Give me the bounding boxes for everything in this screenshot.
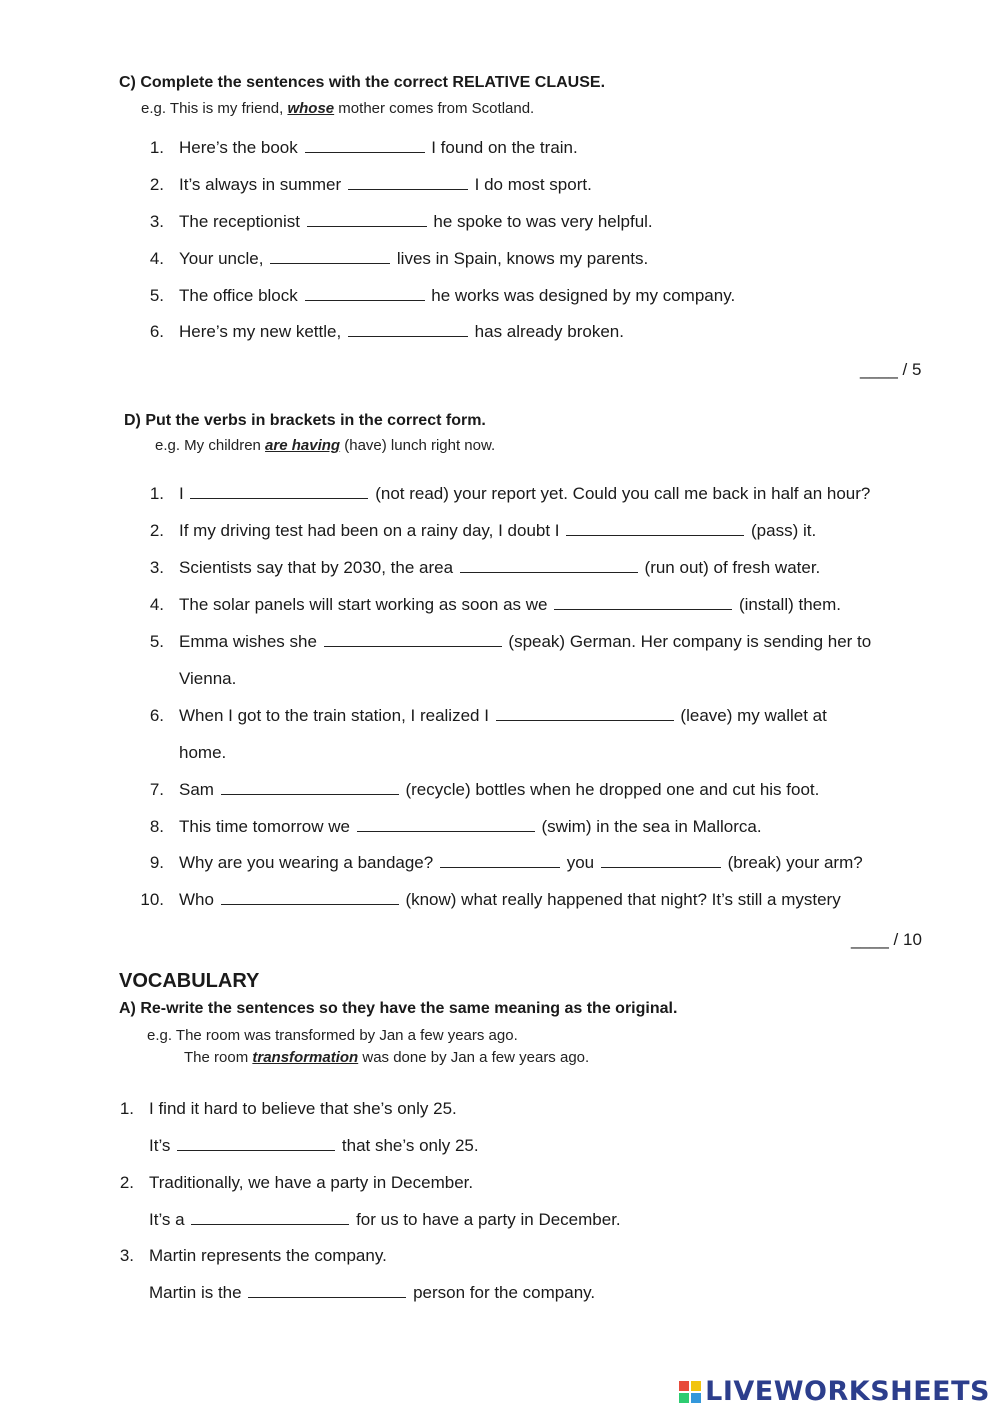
item-number: 6. [149,706,164,725]
item-text: person for the company. [413,1283,596,1302]
logo-squares-icon [679,1381,701,1403]
item-text: (leave) my wallet at [680,706,827,725]
answer-blank[interactable] [191,1210,349,1225]
section-c-heading: C) Complete the sentences with the correct RELATIVE CLAUSE. [119,74,606,91]
item-text: he spoke to was very helpful. [433,212,653,231]
item-number: 10. [140,890,164,909]
item-text: (speak) German. Her company is sending her to [508,632,872,651]
answer-blank[interactable] [460,558,638,573]
item-text: It’s a [149,1210,185,1229]
item-number: 6. [149,322,164,341]
item-text: lives in Spain, knows my parents. [396,249,649,268]
item-text: (recycle) bottles when he dropped one and cut his foot. [405,780,820,799]
item-text: The receptionist [179,212,300,231]
section-d-item [179,853,863,873]
item-text: Who [179,890,214,909]
answer-blank[interactable] [305,138,425,153]
logo-text: LIVEWORKSHEETS [705,1376,990,1407]
vocabulary-rewrite-sentence [149,1136,479,1156]
item-number: 3. [149,558,164,577]
item-number: 2. [149,521,164,540]
item-number: 4. [149,595,164,614]
section-d-example: e.g. My children are having (have) lunch right now. [155,437,496,454]
answer-blank[interactable] [248,1283,406,1298]
item-text: Martin is the [149,1283,242,1302]
section-d-item [179,632,871,652]
item-text: has already broken. [474,322,624,341]
item-text: Your uncle, [179,249,264,268]
item-text: I found on the train. [431,138,578,157]
section-d-item [179,484,870,504]
vocabulary-example-line2: The room transformation was done by Jan a few years ago. [184,1049,590,1066]
item-number: 2. [149,175,164,194]
vocabulary-original-sentence: Martin represents the company. [149,1246,387,1265]
item-text: (install) them. [738,595,841,614]
answer-blank[interactable] [270,249,390,264]
item-text: Here’s my new kettle, [179,322,342,341]
item-text: (not read) your report yet. Could you call me back in half an hour? [375,484,871,503]
answer-blank[interactable] [305,286,425,301]
answer-blank[interactable] [357,817,535,832]
answer-blank[interactable] [554,595,732,610]
section-d-score: ____ / 10 [851,930,922,949]
item-text: (swim) in the sea in Mallorca. [541,817,762,836]
section-d-item-continuation: home. [179,743,227,762]
item-text: (pass) it. [751,521,817,540]
section-c-example: e.g. This is my friend, whose mother comes from Scotland. [141,100,535,117]
answer-blank[interactable] [190,484,368,499]
section-c-item [179,212,653,232]
vocabulary-example-line1: e.g. The room was transformed by Jan a few years ago. [147,1027,518,1044]
item-text: he works was designed by my company. [431,286,736,305]
liveworksheets-logo [679,1376,990,1407]
item-text: This time tomorrow we [179,817,350,836]
item-number: 7. [149,780,164,799]
item-text: I [179,484,184,503]
section-d-item [179,780,819,800]
answer-blank[interactable] [324,632,502,647]
item-text: The office block [179,286,298,305]
answer-blank[interactable] [348,322,468,337]
vocabulary-rewrite-sentence [149,1210,621,1230]
item-text: If my driving test had been on a rainy day, I doubt I [179,521,560,540]
item-text: Why are you wearing a bandage? [179,853,434,872]
item-number: 1. [119,1099,134,1118]
item-text: Emma wishes she [179,632,317,651]
section-c-item [179,322,624,342]
section-c-item [179,249,648,269]
item-number: 5. [149,632,164,651]
item-number: 1. [149,484,164,503]
vocabulary-rewrite-sentence [149,1283,595,1303]
section-d-item-continuation: Vienna. [179,669,237,688]
item-text: (know) what really happened that night? It’s still a mystery [405,890,841,909]
item-text: It’s [149,1136,171,1155]
item-text: (run out) of fresh water. [644,558,821,577]
section-d-item [179,890,841,910]
item-text: Here’s the book [179,138,298,157]
section-d-item [179,595,841,615]
section-d-item [179,817,762,837]
answer-blank[interactable] [221,780,399,795]
vocabulary-original-sentence: Traditionally, we have a party in December. [149,1173,474,1192]
item-text: that she’s only 25. [341,1136,479,1155]
vocabulary-title: VOCABULARY [119,970,260,992]
section-d-heading: D) Put the verbs in brackets in the correct form. [124,412,486,429]
vocabulary-a-heading: A) Re-write the sentences so they have the same meaning as the original. [119,1000,678,1017]
item-number: 9. [149,853,164,872]
item-text: It’s always in summer [179,175,342,194]
answer-blank[interactable] [348,175,468,190]
section-c-score: ____ / 5 [860,360,922,379]
section-c-item [179,286,735,306]
item-text: (break) your arm? [727,853,863,872]
section-d-item [179,521,816,541]
answer-blank[interactable] [496,706,674,721]
item-text: you [566,853,595,872]
item-number: 2. [119,1173,134,1192]
answer-blank[interactable] [307,212,427,227]
section-d-item [179,558,820,578]
item-text: Sam [179,780,214,799]
item-number: 8. [149,817,164,836]
item-number: 1. [149,138,164,157]
answer-blank[interactable] [440,853,560,868]
item-number: 3. [149,212,164,231]
item-text: I do most sport. [474,175,592,194]
answer-blank[interactable] [601,853,721,868]
answer-blank[interactable] [177,1136,335,1151]
item-text: Scientists say that by 2030, the area [179,558,454,577]
item-number: 3. [119,1246,134,1265]
item-text: When I got to the train station, I realized I [179,706,489,725]
item-text: for us to have a party in December. [356,1210,621,1229]
section-c-item [179,175,592,195]
section-c-item [179,138,578,158]
answer-blank[interactable] [566,521,744,536]
item-text: The solar panels will start working as soon as we [179,595,548,614]
item-number: 5. [149,286,164,305]
section-d-item [179,706,827,726]
item-number: 4. [149,249,164,268]
answer-blank[interactable] [221,890,399,905]
vocabulary-original-sentence: I find it hard to believe that she’s only 25. [149,1099,457,1118]
